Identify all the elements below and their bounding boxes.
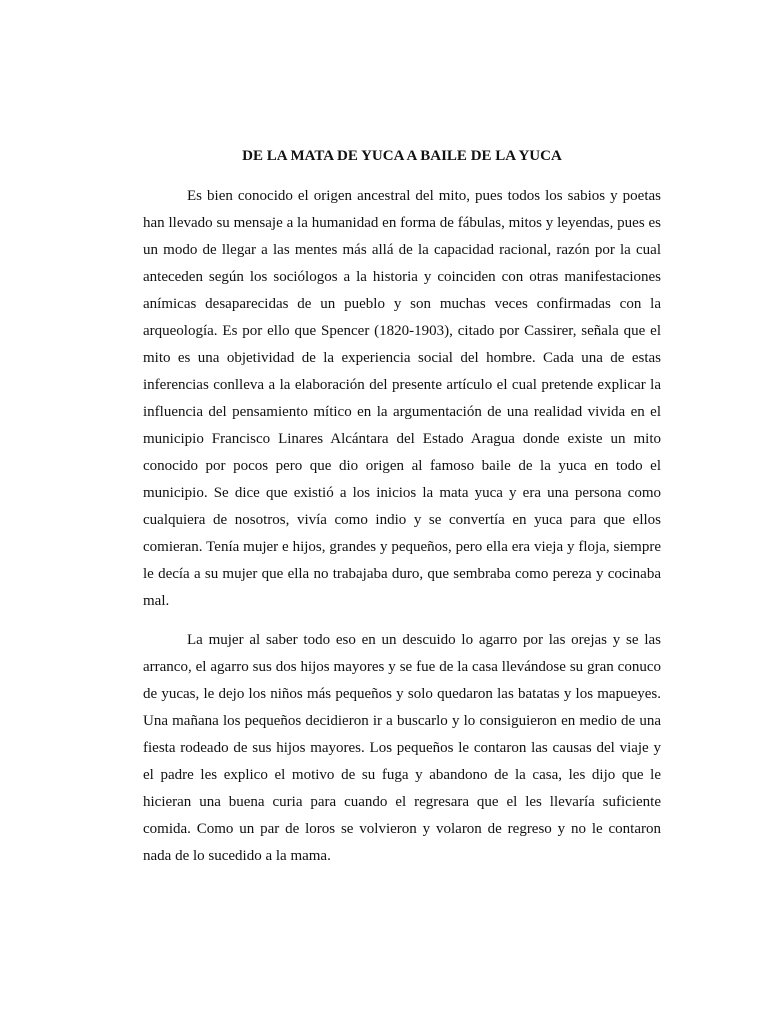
paragraph-2: La mujer al saber todo eso en un descuido lo agarro por las orejas y se las arranco, el agarro sus dos hijos mayores y se fue de la casa llevándose su gran conuco de yucas, le dejo los niños más pequeños y solo quedaron las batatas y los mapueyes. Una mañana los pequeños decidieron ir a buscarlo y lo consiguieron en medio de una fiesta rodeado de sus hijos mayores. Los pequeños le contaron las causas del viaje y el padre les explico el motivo de su fuga y abandono de la casa, les dijo que le hicieran una buena curia para cuando el regresara que el les llevaría suficiente comida. Como un par de loros se volvieron y volaron de regreso y no le contaron nada de lo sucedido a la mama. bbox=[143, 632, 661, 864]
document-title: DE LA MATA DE YUCA A BAILE DE LA YUCA bbox=[242, 148, 562, 164]
document-body bbox=[143, 146, 661, 870]
paragraph-1: Es bien conocido el origen ancestral del mito, pues todos los sabios y poetas han llevado su mensaje a la humanidad en forma de fábulas, mitos y leyendas, pues es un modo de llegar a las mentes más allá de la capacidad racional, razón por la cual anteceden según los sociólogos a la historia y coinciden con otras manifestaciones anímicas desaparecidas de un pueblo y son muchas veces confirmadas con la arqueología. Es por ello que Spencer (1820-1903), citado por Cassirer, señala que el mito es una objetividad de la experiencia social del hombre. Cada una de estas inferencias conlleva a la elaboración del presente artículo el cual pretende explicar la influencia del pensamiento mítico en la argumentación de una realidad vivida en el municipio Francisco Linares Alcántara del Estado Aragua donde existe un mito conocido por pocos pero que dio origen al famoso baile de la yuca en todo el municipio. Se dice que existió a los inicios la mata yuca y era una persona como cualquiera de nosotros, vivía como indio y se convertía en yuca para que ellos comieran. Tenía mujer e hijos, grandes y pequeños, pero ella era vieja y floja, siempre le decía a su mujer que ella no trabajaba duro, que sembraba como pereza y cocinaba mal. bbox=[143, 188, 661, 609]
